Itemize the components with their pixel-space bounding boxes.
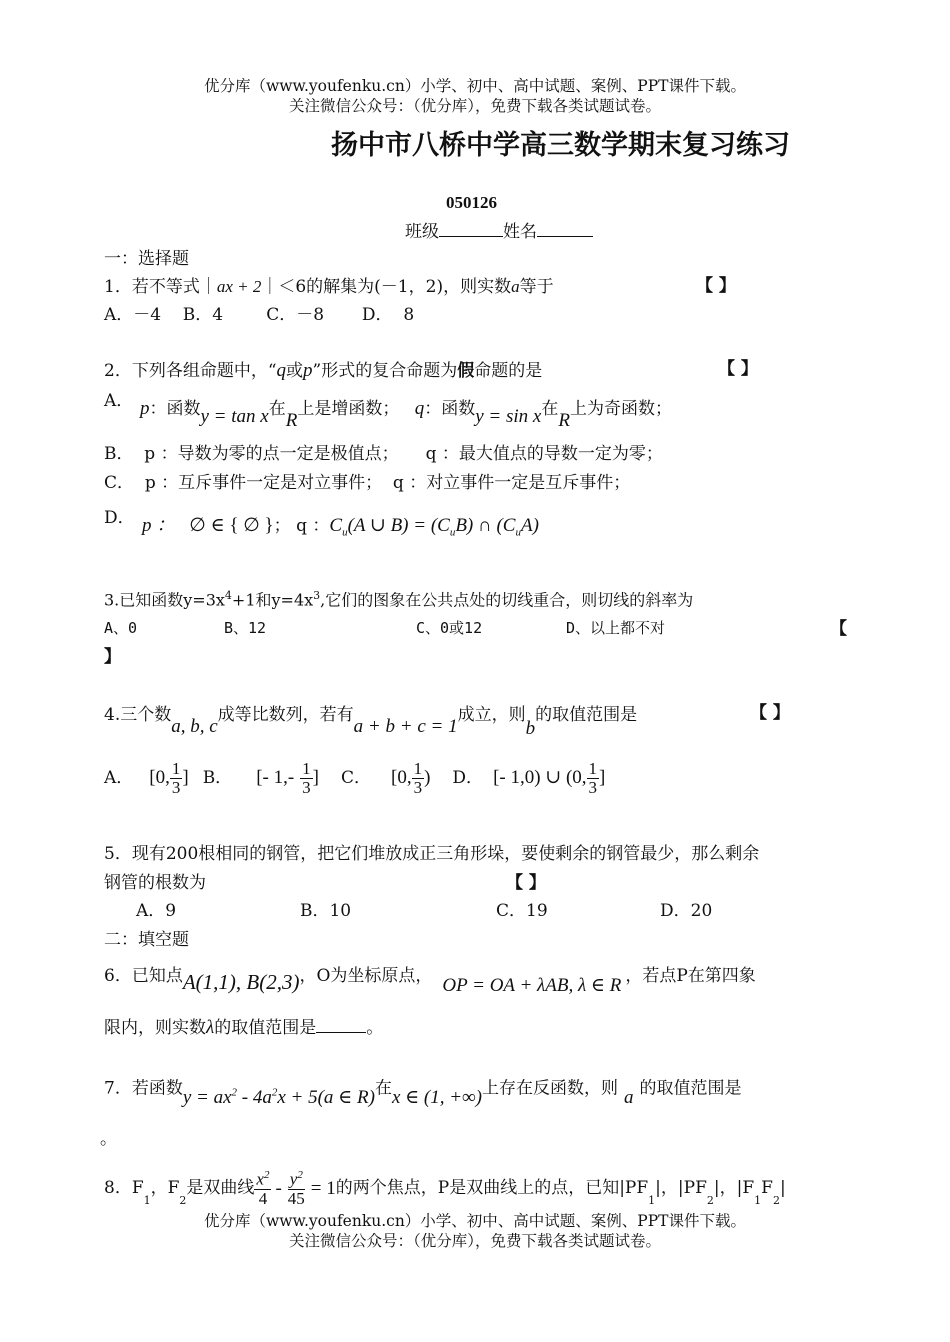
- question-5-line-1: 5．现有200根相同的钢管，把它们堆放成正三角形垛，要使剩余的钢管最少，那么剩余: [104, 844, 760, 864]
- question-7-stem: 7．若函数$y = ax^2 - 4a^2x + 5(a$ ∈ R)在x ∈ (1, +∞)上存在反函数，则 a 的取值范围是: [104, 1078, 742, 1109]
- question-5-option-a: A．9: [136, 901, 177, 921]
- question-3-bracket-close: 】: [104, 647, 121, 667]
- doc-code: 050126: [446, 193, 497, 212]
- section-1-heading: 一：选择题: [104, 249, 189, 269]
- header-line-1: 优分库（www.youfenku.cn）小学、初中、高中试题、案例、PPT课件下载。: [203, 77, 747, 95]
- class-name-line: [405, 220, 593, 243]
- question-3-option-a: A、0: [104, 619, 138, 637]
- class-label: 班级: [405, 222, 439, 242]
- question-5-option-d: D．20: [660, 901, 713, 921]
- question-6-stem: 6．已知点A(1,1), B(2,3)，O为坐标原点， OP = OA + λAB, λ ∈ R ，若点P在第四象: [104, 966, 756, 996]
- question-2-option-a-body: p：函数y = tan x在R上是增函数； q：函数y = sin x在R上为奇函数；: [140, 398, 672, 431]
- question-2-option-a: A．: [104, 391, 134, 411]
- name-label: 姓名: [503, 222, 537, 242]
- question-4-bracket: 【 】: [750, 703, 790, 723]
- page-title: 扬中市八桥中学高三数学期末复习练习: [331, 130, 790, 161]
- question-5-option-b: B．10: [300, 901, 352, 921]
- question-5-option-c: C．19: [496, 901, 548, 921]
- question-2-option-d-body: p ： ∅ ∈ { ∅ }； q ：$C_u(A$ ∪ $B) = (C_uB)$ ∩ $(C_uA)$: [142, 515, 539, 539]
- question-7-line-2: 。: [100, 1129, 117, 1149]
- question-3-option-d: D、以上都不对: [566, 619, 666, 637]
- question-1-options: A．－4 B．4 C．－8 D． 8: [104, 305, 415, 325]
- footer-line-2: 关注微信公众号：（优分库），免费下载各类试题试卷。: [288, 1232, 661, 1250]
- question-6-blank: [316, 1016, 366, 1033]
- question-2-stem: 2．下列各组命题中，“q或p”形式的复合命题为假命题的是: [104, 360, 543, 381]
- question-4-options: A． [0, $\frac{1}{3}$ ] B． [- 1,- $\frac{1}{3}$ ] C． [0, $\frac{1}{3}$ ) D． [- 1,0) ∪ (0, $\frac{1}{3}$ ]: [104, 759, 606, 797]
- name-blank: [537, 220, 593, 237]
- question-6-line-2: 限内，则实数λ的取值范围是 。: [104, 1017, 384, 1038]
- question-1-stem: 1．若不等式｜ax + 2｜＜6的解集为(－1，2)，则实数a等于: [104, 277, 554, 297]
- class-blank: [439, 220, 503, 237]
- question-2-option-b: B． p ：导数为零的点一定是极值点； q ：最大值点的导数一定为零；: [104, 444, 663, 464]
- question-4-stem: 4.三个数a, b, c成等比数列，若有a + b + c = 1成立，则b的取值范围是: [104, 705, 638, 739]
- question-3-option-c: C、0或12: [416, 619, 483, 637]
- header-line-2: 关注微信公众号：（优分库），免费下载各类试题试卷。: [288, 97, 661, 115]
- question-3-stem: 3.已知函数$y=3x^4+1$和$y=4x^3$,它们的图象在公共点处的切线重合，则切线的斜率为: [104, 589, 694, 610]
- question-2-option-d-label: D．: [104, 508, 135, 528]
- question-8-stem: 8．F $_1$ ，F $_2$ 是双曲线 $\frac{x^2}{4}$ - $\frac{y^2}{45}$ = 1 的两个焦点，P是双曲线上的点，已知|PF $_1$ |，|PF $_2$ |，|F $_1$ F $_2$ |: [104, 1169, 786, 1208]
- question-3-option-b: B、12: [224, 619, 267, 637]
- question-2-bracket: 【 】: [718, 359, 758, 379]
- footer-line-1: 优分库（www.youfenku.cn）小学、初中、高中试题、案例、PPT课件下载。: [203, 1212, 747, 1230]
- question-2-option-c: C． p ：互斥事件一定是对立事件； q ：对立事件一定是互斥事件；: [104, 473, 631, 493]
- question-1-bracket: 【 】: [696, 276, 736, 296]
- question-3-bracket-open: 【: [830, 619, 847, 639]
- question-5-line-2: 钢管的根数为: [104, 873, 206, 893]
- section-2-heading: 二：填空题: [104, 930, 189, 950]
- question-5-bracket: 【 】: [506, 873, 546, 893]
